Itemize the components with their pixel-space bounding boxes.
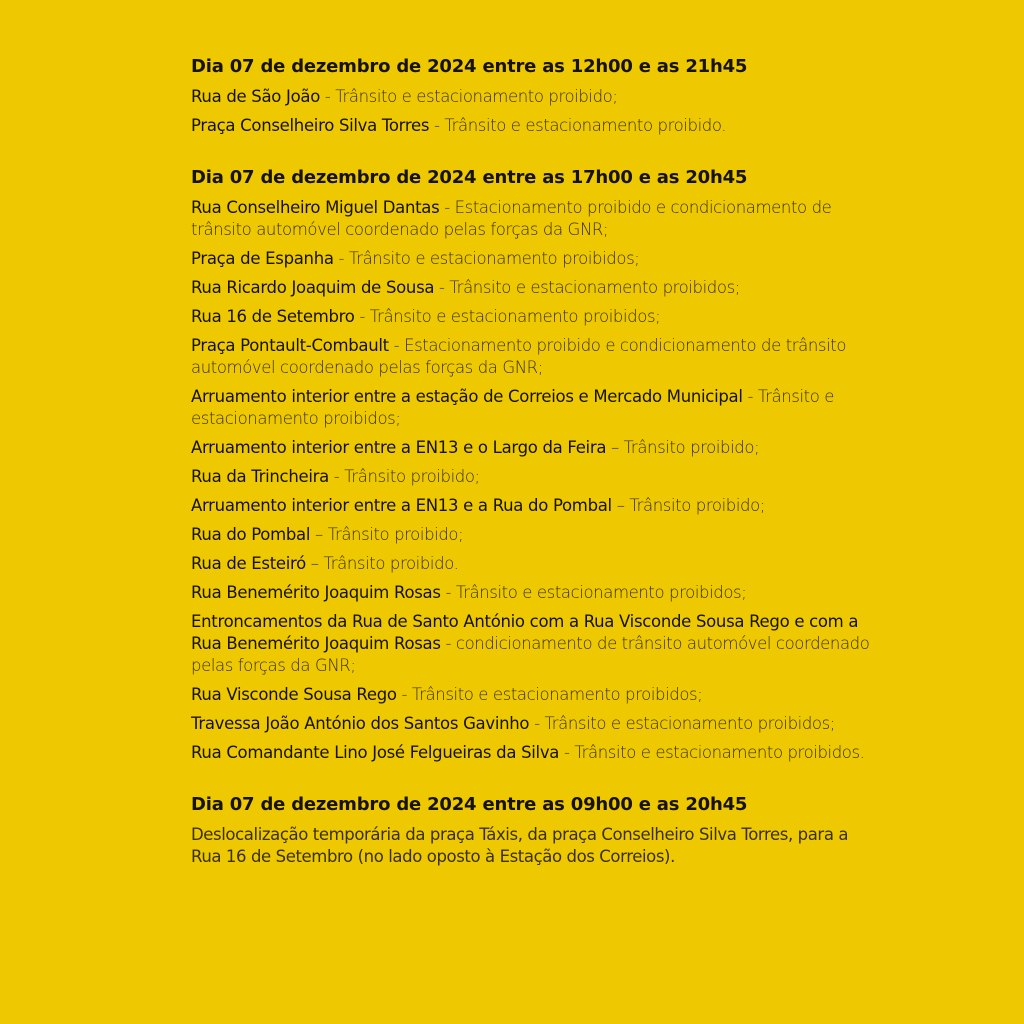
- street-name: Praça Pontault-Combault: [191, 336, 389, 355]
- section-2: [191, 165, 871, 764]
- street-name: Rua Comandante Lino José Felgueiras da Silva: [191, 743, 560, 762]
- list-item: [191, 277, 871, 299]
- street-name: Arruamento interior entre a EN13 e o Largo da Feira: [191, 438, 607, 457]
- restriction-text: - Trânsito e estacionamento proibidos;: [529, 714, 835, 733]
- list-item: [191, 742, 871, 764]
- list-item: [191, 684, 871, 706]
- list-item: [191, 611, 871, 677]
- list-item: [191, 495, 871, 517]
- street-name: Rua do Pombal: [191, 525, 311, 544]
- section-title: Dia 07 de dezembro de 2024 entre as 12h00 e as 21h45: [191, 56, 748, 77]
- restriction-text: - Trânsito e estacionamento proibidos;: [434, 278, 740, 297]
- restriction-text: - Trânsito e estacionamento proibidos.: [559, 743, 865, 762]
- street-name: Rua Ricardo Joaquim de Sousa: [191, 278, 435, 297]
- street-name: Praça de Espanha: [191, 249, 334, 268]
- street-name: Rua de São João: [191, 87, 320, 106]
- street-name: Arruamento interior entre a EN13 e a Rua do Pombal: [191, 496, 612, 515]
- list-item: [191, 466, 871, 488]
- street-name: Rua Visconde Sousa Rego: [191, 685, 397, 704]
- list-item: [191, 115, 871, 137]
- restriction-text: - Trânsito e estacionamento proibidos;: [354, 307, 661, 326]
- restriction-text: - Trânsito e estacionamento proibidos;: [396, 685, 703, 704]
- restriction-text: - Trânsito e estacionamento proibido.: [429, 116, 727, 135]
- restriction-text: – Trânsito proibido;: [310, 525, 464, 544]
- list-item: [191, 86, 871, 108]
- restriction-text: – Trânsito proibido;: [611, 496, 765, 515]
- list-item: [191, 582, 871, 604]
- list-item: [191, 524, 871, 546]
- restriction-text: - Trânsito e estacionamento proibidos;: [191, 387, 835, 428]
- restriction-text: - Trânsito e estacionamento proibidos;: [333, 249, 640, 268]
- section-title: Dia 07 de dezembro de 2024 entre as 09h00 e as 20h45: [191, 794, 748, 815]
- restriction-text: – Trânsito proibido.: [305, 554, 459, 573]
- street-name: Rua Conselheiro Miguel Dantas: [191, 198, 440, 217]
- street-name: Entroncamentos da Rua de Santo António com a Rua Visconde Sousa Rego e com a Rua Benemérito Joaquim Rosas: [191, 612, 859, 653]
- street-name: Rua da Trincheira: [191, 467, 329, 486]
- section-3: [191, 792, 871, 868]
- restriction-text: - Trânsito proibido;: [328, 467, 480, 486]
- list-item: [191, 197, 871, 241]
- section-title: Dia 07 de dezembro de 2024 entre as 17h00 e as 20h45: [191, 167, 748, 188]
- street-name: Praça Conselheiro Silva Torres: [191, 116, 430, 135]
- taxi-relocation-note: Deslocalização temporária da praça Táxis, da praça Conselheiro Silva Torres, para a Rua 16 de Setembro (no lado oposto à Estação dos Correios).: [191, 825, 849, 866]
- street-name: Arruamento interior entre a estação de Correios e Mercado Municipal: [191, 387, 743, 406]
- list-item: [191, 437, 871, 459]
- restriction-text: - condicionamento de trânsito automóvel coordenado pelas forças da GNR;: [191, 634, 870, 675]
- restriction-text: - Estacionamento proibido e condicionamento de trânsito automóvel coordenado pelas forças da GNR;: [191, 336, 847, 377]
- section-1: [191, 54, 871, 137]
- street-name: Travessa João António dos Santos Gavinho: [191, 714, 530, 733]
- list-item: [191, 335, 871, 379]
- list-item: [191, 553, 871, 575]
- street-name: Rua Benemérito Joaquim Rosas: [191, 583, 441, 602]
- list-item: [191, 386, 871, 430]
- list-item: [191, 248, 871, 270]
- restriction-text: - Trânsito e estacionamento proibidos;: [440, 583, 747, 602]
- street-name: Rua 16 de Setembro: [191, 307, 355, 326]
- restriction-text: – Trânsito proibido;: [606, 438, 760, 457]
- notice-content: [191, 54, 871, 896]
- restriction-text: - Trânsito e estacionamento proibido;: [320, 87, 618, 106]
- restriction-text: - Estacionamento proibido e condicionamento de trânsito automóvel coordenado pelas forças da GNR;: [191, 198, 832, 239]
- street-name: Rua de Esteiró: [191, 554, 306, 573]
- list-item: [191, 306, 871, 328]
- list-item: [191, 713, 871, 735]
